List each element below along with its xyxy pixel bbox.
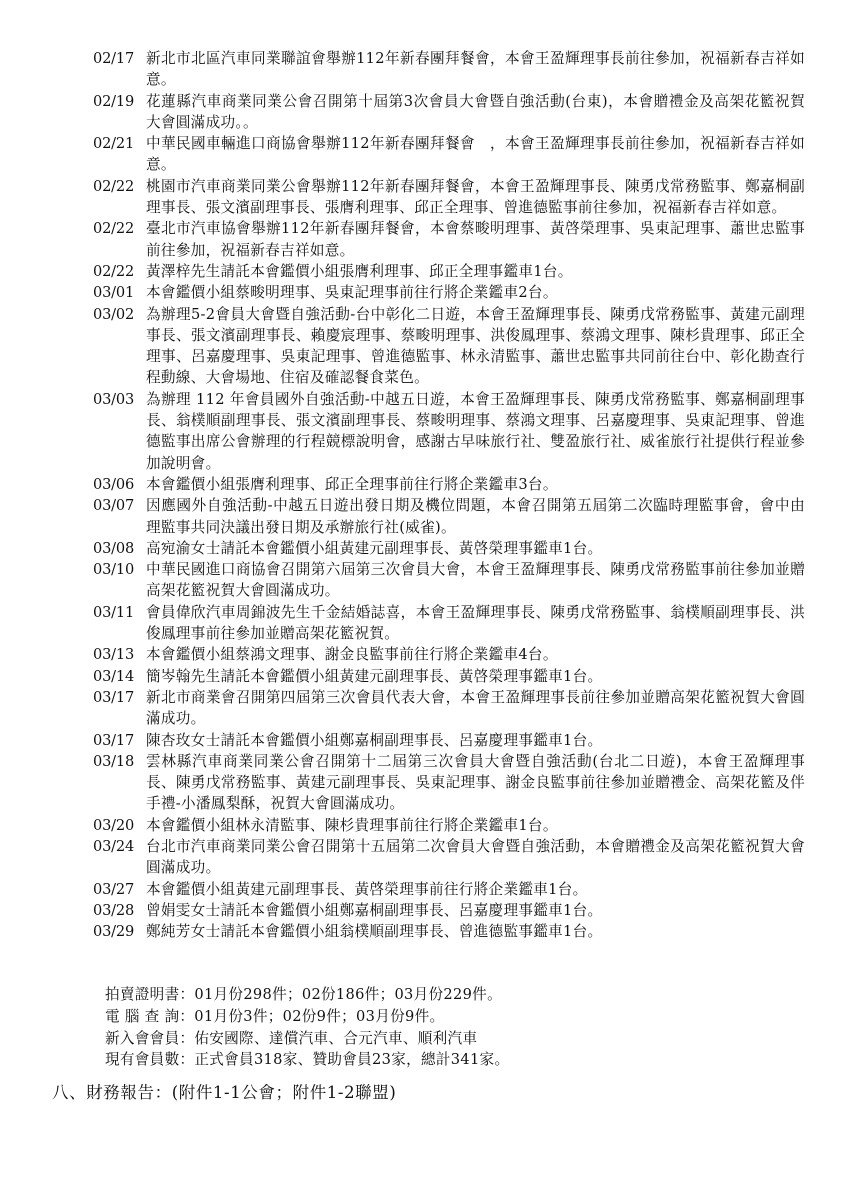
log-entry (93, 666, 805, 687)
statistics-summary (105, 984, 805, 1071)
entry-text: 黃澤梓先生請託本會鑑價小組張膺利理事、邱正全理事鑑車1台。 (146, 262, 573, 280)
entry-text: 鄭純芳女士請託本會鑑價小組翁樸順副理事長、曾進德監事鑑車1台。 (146, 923, 603, 941)
log-entry (93, 900, 805, 921)
stat-computer-queries: 電 腦 查 詢：01月份3件；02份9件；03月份9件。 (105, 1007, 445, 1025)
log-entry (93, 644, 805, 665)
log-entry (93, 133, 805, 176)
log-entry (93, 261, 805, 282)
entry-text: 高宛渝女士請託本會鑑價小組黃建元副理事長、黃啓榮理事鑑車1台。 (146, 539, 603, 557)
entry-date: 02/19 (93, 92, 135, 110)
log-entry (93, 304, 805, 389)
activity-log (93, 48, 805, 942)
entry-text: 臺北市汽車協會舉辦112年新春團拜餐會，本會蔡畯明理事、黃啓榮理事、吳東記理事、蕭世忠監事前往參加，祝福新春吉祥如意。 (146, 220, 805, 259)
entry-date: 03/08 (93, 539, 135, 557)
log-entry (93, 751, 805, 815)
stat-auction-certificates: 拍賣證明書：01月份298件；02份186件；03月份229件。 (105, 986, 502, 1003)
entry-date: 03/03 (93, 390, 135, 408)
entry-text: 為辦理5-2會員大會暨自強活動-台中彰化二日遊，本會王盈輝理事長、陳勇戊常務監事、黃建元副理事長、張文濱副理事長、賴慶宸理事、蔡畯明理事、洪俊鳳理事、蔡鴻文理事、陳杉貴理事、邱正全理事、呂嘉慶理事、吳東記理事、曾進德監事、林永清監事、蕭世忠監事共同前往台中、彰化勘查行程動線、大會場地、住宿及確認餐食菜色。 (146, 305, 805, 387)
log-entry (93, 218, 805, 261)
entry-date: 02/22 (93, 177, 135, 195)
entry-date: 03/29 (93, 923, 135, 941)
entry-date: 03/01 (93, 284, 135, 302)
entry-text: 陳杏玫女士請託本會鑑價小組鄭嘉桐副理事長、呂嘉慶理事鑑車1台。 (146, 731, 603, 749)
entry-date: 03/17 (93, 688, 135, 706)
log-entry (93, 815, 805, 836)
entry-date: 03/28 (93, 901, 135, 919)
entry-text: 為辦理 112 年會員國外自強活動-中越五日遊，本會王盈輝理事長、陳勇戊常務監事、鄭嘉桐副理事長、翁樸順副理事長、張文濱副理事長、蔡畯明理事、蔡鴻文理事、呂嘉慶理事、吳東記理事、曾進德監事出席公會辦理的行程競標說明會，感謝古早味旅行社、雙盈旅行社、威雀旅行社提供行程並參加說明會。 (146, 390, 805, 472)
stat-new-members: 新入會會員：佑安國際、達償汽車、合元汽車、順利汽車 (105, 1029, 478, 1047)
log-entry (93, 282, 805, 303)
log-entry (93, 602, 805, 645)
entry-text: 台北市汽車商業同業公會召開第十五屆第二次會員大會暨自強活動，本會贈禮金及高架花籃祝賀大會圓滿成功。 (146, 837, 805, 877)
entry-text: 新北市商業會召開第四屆第三次會員代表大會，本會王盈輝理事長前往參加並贈高架花籃祝賀大會圓滿成功。 (146, 688, 805, 728)
log-entry (93, 474, 805, 495)
log-entry (93, 921, 805, 942)
log-entry (93, 538, 805, 559)
entry-date: 03/11 (93, 603, 135, 621)
entry-date: 03/20 (93, 816, 135, 834)
entry-text: 本會鑑價小組張膺利理事、邱正全理事前往行將企業鑑車3台。 (146, 475, 558, 493)
entry-date: 03/18 (93, 752, 135, 770)
entry-date: 02/17 (93, 50, 135, 67)
section-heading-financial-report: 八、財務報告：(附件1-1公會；附件1-2聯盟) (52, 1083, 397, 1102)
log-entry (93, 879, 805, 900)
entry-text: 雲林縣汽車商業同業公會召開第十二屆第三次會員大會暨自強活動(台北二日遊)，本會王盈輝理事長、陳勇戊常務監事、黃建元副理事長、吳東記理事、謝金良監事前往參加並贈禮金、高架花籃及伴手禮-小潘鳳梨酥，祝賀大會圓滿成功。 (146, 752, 805, 813)
entry-text: 花蓮縣汽車商業同業公會召開第十屆第3次會員大會暨自強活動(台東)，本會贈禮金及高架花籃祝賀大會圓滿成功。。 (146, 92, 805, 131)
stat-member-count: 現有會員數：正式會員318家、贊助會員23家，總計341家。 (105, 1051, 510, 1069)
entry-date: 02/21 (93, 135, 135, 153)
entry-text: 新北市北區汽車同業聯誼會舉辦112年新春團拜餐會，本會王盈輝理事長前往參加，祝福新春吉祥如意。 (146, 50, 805, 89)
entry-date: 03/07 (93, 497, 135, 515)
entry-text: 因應國外自強活動-中越五日遊出發日期及機位問題，本會召開第五屆第二次臨時理監事會，會中由理監事共同決議出發日期及承辦旅行社(威雀)。 (146, 497, 805, 536)
log-entry (93, 730, 805, 751)
entry-text: 本會鑑價小組黃建元副理事長、黃啓榮理事前往行將企業鑑車1台。 (146, 880, 588, 898)
entry-text: 中華民國進口商協會召開第六屆第三次會員大會，本會王盈輝理事長、陳勇戊常務監事前往參加並贈高架花籃祝賀大會圓滿成功。 (146, 561, 805, 600)
log-entry (93, 389, 805, 474)
entry-date: 03/27 (93, 880, 135, 898)
entry-date: 03/10 (93, 561, 135, 579)
entry-date: 03/14 (93, 667, 135, 685)
log-entry (93, 176, 805, 219)
entry-date: 02/22 (93, 220, 135, 238)
log-entry (93, 91, 805, 134)
log-entry (93, 48, 805, 91)
entry-text: 會員偉欣汽車周錦波先生千金結婚誌喜，本會王盈輝理事長、陳勇戊常務監事、翁樸順副理事長、洪俊鳳理事前往參加並贈高架花籃祝賀。 (146, 603, 805, 643)
log-entry (93, 836, 805, 879)
entry-date: 03/17 (93, 731, 135, 749)
log-entry (93, 559, 805, 602)
entry-text: 中華民國車輛進口商協會舉辦112年新春團拜餐會 ，本會王盈輝理事長前往參加，祝福新春吉祥如意。 (146, 135, 805, 174)
entry-text: 簡岑翰先生請託本會鑑價小組黃建元副理事長、黃啓榮理事鑑車1台。 (146, 667, 603, 685)
entry-text: 本會鑑價小組蔡畯明理事、吳東記理事前往行將企業鑑車2台。 (146, 284, 558, 302)
entry-date: 03/02 (93, 305, 135, 323)
entry-text: 本會鑑價小組蔡鴻文理事、謝金良監事前往行將企業鑑車4台。 (146, 646, 558, 664)
entry-text: 桃園市汽車商業同業公會舉辦112年新春團拜餐會，本會王盈輝理事長、陳勇戊常務監事、鄭嘉桐副理事長、張文濱副理事長、張膺利理事、邱正全理事、曾進德監事前往參加，祝福新春吉祥如意。 (146, 177, 805, 217)
entry-date: 02/22 (93, 262, 135, 280)
entry-date: 03/06 (93, 475, 135, 493)
log-entry (93, 495, 805, 538)
entry-text: 曾娟雯女士請託本會鑑價小組鄭嘉桐副理事長、呂嘉慶理事鑑車1台。 (146, 901, 603, 919)
log-entry (93, 687, 805, 730)
entry-text: 本會鑑價小組林永清監事、陳杉貴理事前往行將企業鑑車1台。 (146, 816, 558, 834)
entry-date: 03/13 (93, 646, 135, 664)
entry-date: 03/24 (93, 837, 135, 855)
